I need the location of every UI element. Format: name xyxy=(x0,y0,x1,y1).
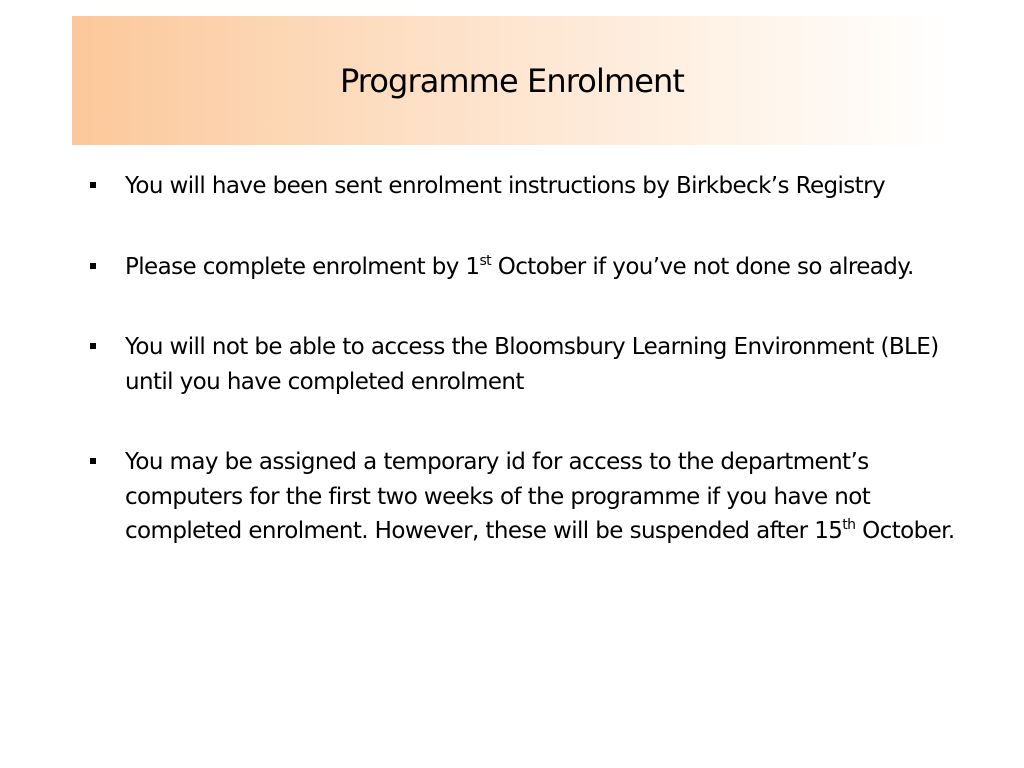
bullet-text: You will not be able to access the Bloomsbury Learning Environment (BLE) until you have completed enrolment xyxy=(125,334,939,395)
ordinal-suffix: st xyxy=(479,252,492,269)
square-bullet-icon xyxy=(90,182,96,188)
title-band xyxy=(72,16,952,145)
bullet-text-before: You may be assigned a temporary id for access to the department’s computers for the first two weeks of the programme if you have not completed enrolment. However, these will be suspended after 15 xyxy=(125,449,871,544)
ordinal-suffix: th xyxy=(842,517,856,533)
bullet-item-complete-deadline xyxy=(90,250,970,285)
bullet-text-after: October if you’ve not done so already. xyxy=(491,253,914,280)
slide-title: Programme Enrolment xyxy=(339,62,685,100)
bullet-item-ble-access xyxy=(90,330,970,399)
square-bullet-icon xyxy=(90,458,96,464)
square-bullet-icon xyxy=(90,263,96,269)
bullet-text: You will have been sent enrolment instructions by Birkbeck’s Registry xyxy=(125,173,885,199)
square-bullet-icon xyxy=(90,343,96,349)
bullet-item-enrolment-instructions xyxy=(90,169,970,204)
bullet-text-before: Please complete enrolment by 1 xyxy=(125,253,480,280)
bullet-text-after: October. xyxy=(855,518,955,544)
bullet-item-temporary-id xyxy=(90,445,970,549)
bullet-list xyxy=(90,169,970,595)
